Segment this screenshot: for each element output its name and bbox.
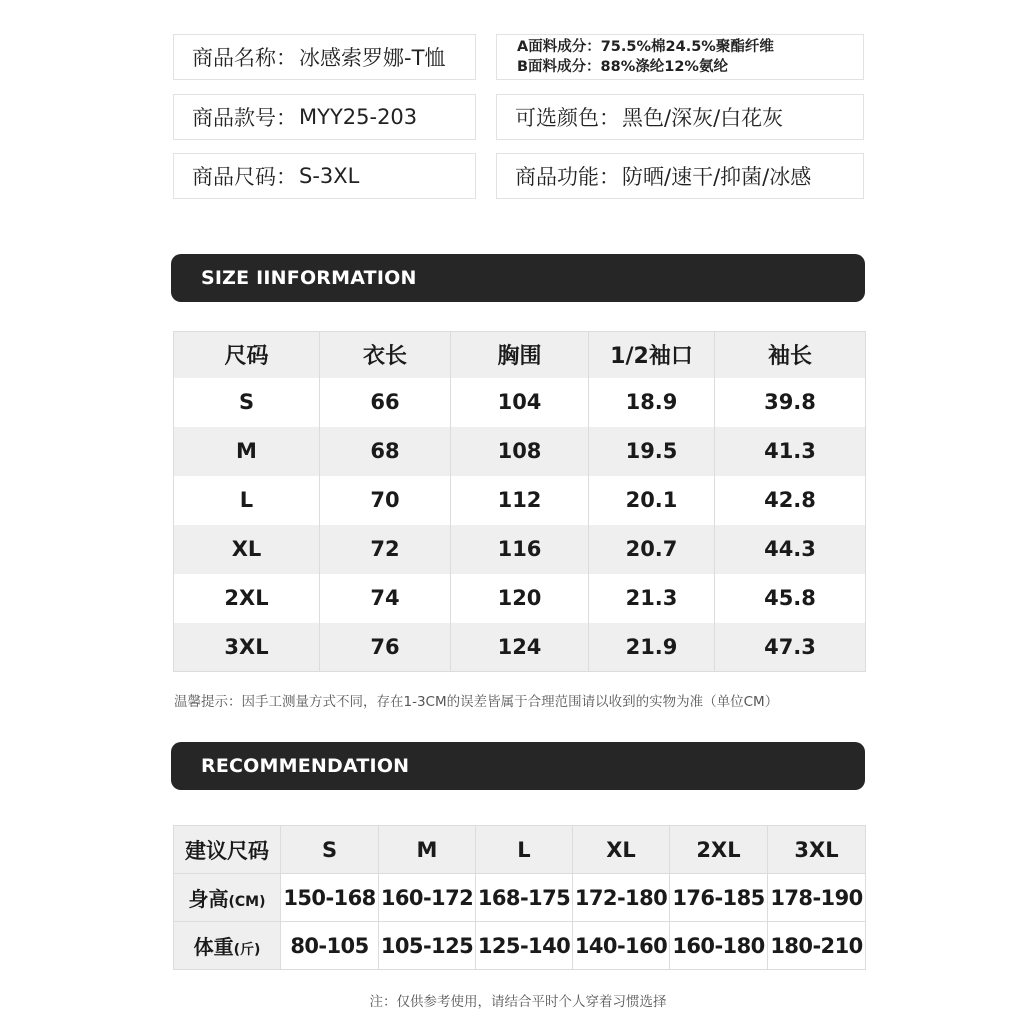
- length-cell: 74: [320, 574, 451, 623]
- sleeve-cell: 47.3: [715, 623, 866, 672]
- product-name-value: 冰感索罗娜-T恤: [299, 46, 446, 70]
- table-row: [174, 574, 866, 623]
- rec-size-cell: M: [379, 826, 476, 874]
- size-range-value: S-3XL: [299, 164, 360, 188]
- recommendation-table: [173, 825, 866, 970]
- height-row-label: [174, 874, 281, 922]
- size-header-cell: 尺码: [174, 332, 320, 378]
- cuff-cell: 19.5: [589, 427, 715, 476]
- function-value: 防晒/速干/抑菌/冰感: [622, 165, 812, 189]
- chest-cell: 120: [451, 574, 589, 623]
- product-name-label: 商品名称：: [192, 46, 297, 70]
- size-header-cell: 衣长: [320, 332, 451, 378]
- rec-size-cell: XL: [573, 826, 670, 874]
- size-cell: L: [174, 476, 320, 525]
- color-box: [496, 94, 864, 140]
- length-cell: 70: [320, 476, 451, 525]
- rec-size-cell: 3XL: [768, 826, 866, 874]
- style-number-label: 商品款号：: [192, 106, 297, 130]
- rec-size-cell: S: [281, 826, 379, 874]
- cuff-cell: 20.7: [589, 525, 715, 574]
- size-cell: S: [174, 378, 320, 427]
- table-row: [174, 427, 866, 476]
- weight-cell: 80-105: [281, 922, 379, 970]
- table-row: [174, 378, 866, 427]
- color-label: 可选颜色：: [515, 106, 620, 130]
- rec-note: 注：仅供参考使用，请结合平时个人穿着习惯选择: [369, 994, 667, 1010]
- height-label: 身高: [188, 887, 229, 911]
- weight-cell: 140-160: [573, 922, 670, 970]
- chest-cell: 124: [451, 623, 589, 672]
- fabric-box: [496, 34, 864, 80]
- color-value: 黑色/深灰/白花灰: [622, 106, 784, 130]
- weight-cell: 180-210: [768, 922, 866, 970]
- cuff-cell: 20.1: [589, 476, 715, 525]
- rec-header-row: [174, 826, 866, 874]
- weight-row-label: [174, 922, 281, 970]
- height-cell: 168-175: [476, 874, 573, 922]
- weight-cell: 160-180: [670, 922, 768, 970]
- length-cell: 66: [320, 378, 451, 427]
- sleeve-cell: 39.8: [715, 378, 866, 427]
- length-cell: 68: [320, 427, 451, 476]
- weight-unit: (斤): [233, 942, 261, 958]
- length-cell: 72: [320, 525, 451, 574]
- style-number-box: [173, 94, 476, 140]
- height-unit: (CM): [228, 894, 266, 910]
- height-cell: 176-185: [670, 874, 768, 922]
- weight-cell: 105-125: [379, 922, 476, 970]
- size-cell: 2XL: [174, 574, 320, 623]
- size-table: [173, 331, 866, 672]
- table-row: [174, 874, 866, 922]
- fabric-b: B面料成分：88%涤纶12%氨纶: [517, 59, 728, 75]
- size-header-cell: 袖长: [715, 332, 866, 378]
- weight-label: 体重: [193, 935, 234, 959]
- rec-size-cell: 2XL: [670, 826, 768, 874]
- sleeve-cell: 45.8: [715, 574, 866, 623]
- size-header-cell: 胸围: [451, 332, 589, 378]
- size-note: 温馨提示：因手工测量方式不同，存在1-3CM的误差皆属于合理范围请以收到的实物为准（单位CM）: [174, 694, 779, 710]
- height-cell: 178-190: [768, 874, 866, 922]
- chest-cell: 116: [451, 525, 589, 574]
- table-row: [174, 476, 866, 525]
- length-cell: 76: [320, 623, 451, 672]
- function-box: [496, 153, 864, 199]
- sleeve-cell: 42.8: [715, 476, 866, 525]
- size-cell: XL: [174, 525, 320, 574]
- product-name-box: [173, 34, 476, 80]
- cuff-cell: 18.9: [589, 378, 715, 427]
- cuff-cell: 21.9: [589, 623, 715, 672]
- table-row: [174, 525, 866, 574]
- height-cell: 160-172: [379, 874, 476, 922]
- sleeve-cell: 41.3: [715, 427, 866, 476]
- rec-header-label: 建议尺码: [174, 826, 281, 874]
- table-row: [174, 922, 866, 970]
- weight-cell: 125-140: [476, 922, 573, 970]
- size-cell: M: [174, 427, 320, 476]
- size-range-label: 商品尺码：: [192, 165, 297, 189]
- style-number-value: MYY25-203: [299, 105, 418, 129]
- size-section-title: SIZE IINFORMATION: [171, 254, 865, 302]
- chest-cell: 108: [451, 427, 589, 476]
- size-range-box: [173, 153, 476, 199]
- sleeve-cell: 44.3: [715, 525, 866, 574]
- rec-size-cell: L: [476, 826, 573, 874]
- table-row: [174, 623, 866, 672]
- chest-cell: 104: [451, 378, 589, 427]
- function-label: 商品功能：: [515, 165, 620, 189]
- height-cell: 172-180: [573, 874, 670, 922]
- size-header-cell: 1/2袖口: [589, 332, 715, 378]
- chest-cell: 112: [451, 476, 589, 525]
- size-table-header-row: [174, 332, 866, 378]
- size-cell: 3XL: [174, 623, 320, 672]
- height-cell: 150-168: [281, 874, 379, 922]
- fabric-a: A面料成分：75.5%棉24.5%聚酯纤维: [517, 39, 774, 55]
- rec-section-title: RECOMMENDATION: [171, 742, 865, 790]
- cuff-cell: 21.3: [589, 574, 715, 623]
